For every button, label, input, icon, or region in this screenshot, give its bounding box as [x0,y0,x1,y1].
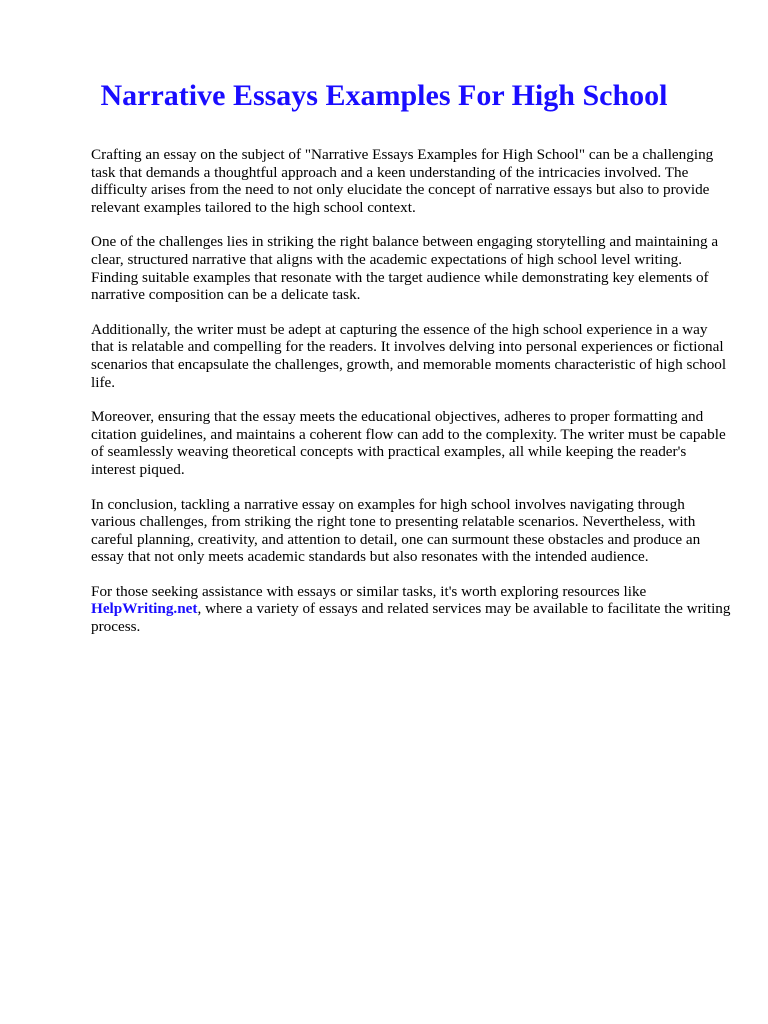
closing-text-before-link: For those seeking assistance with essays or similar tasks, it's worth exploring resources like [91,582,647,600]
paragraph-3: Additionally, the writer must be adept at capturing the essence of the high school experience in a way that is relatable and compelling for the readers. It involves delving into personal experiences or fictional scenarios that encapsulate the challenges, growth, and memorable moments characteristic of high school life. [91,320,727,391]
helpwriting-link[interactable]: HelpWriting.net [91,600,198,618]
closing-text-after-link: , where a variety of essays and related services may be available to facilitate the writing process. [91,600,731,636]
paragraph-4: Moreover, ensuring that the essay meets the educational objectives, adheres to proper formatting and citation guidelines, and maintains a coherent flow can add to the complexity. The writer must be capable of seamlessly weaving theoretical concepts with practical examples, all while keeping the reader's interest piqued. [91,408,726,478]
document-body [91,146,731,653]
paragraph-1: Crafting an essay on the subject of "Narrative Essays Examples for High School" can be a challenging task that demands a thoughtful approach and a keen understanding of the intricacies involved. The difficulty arises from the need to not only elucidate the concept of narrative essays but also to provide relevant examples tailored to the high school context. [91,146,714,216]
paragraph-2: One of the challenges lies in striking the right balance between engaging storytelling and maintaining a clear, structured narrative that aligns with the academic expectations of high school level writing. Finding suitable examples that resonate with the target audience while demonstrating key elements of narrative composition can be a delicate task. [91,233,719,304]
paragraph-5: In conclusion, tackling a narrative essay on examples for high school involves navigating through various challenges, from striking the right tone to presenting relatable scenarios. Nevertheless, with careful planning, creativity, and attention to detail, one can surmount these obstacles and produce an essay that not only meets academic standards but also resonates with the intended audience. [91,495,701,566]
document-title: Narrative Essays Examples For High School [100,79,668,112]
closing-paragraph [91,583,731,636]
